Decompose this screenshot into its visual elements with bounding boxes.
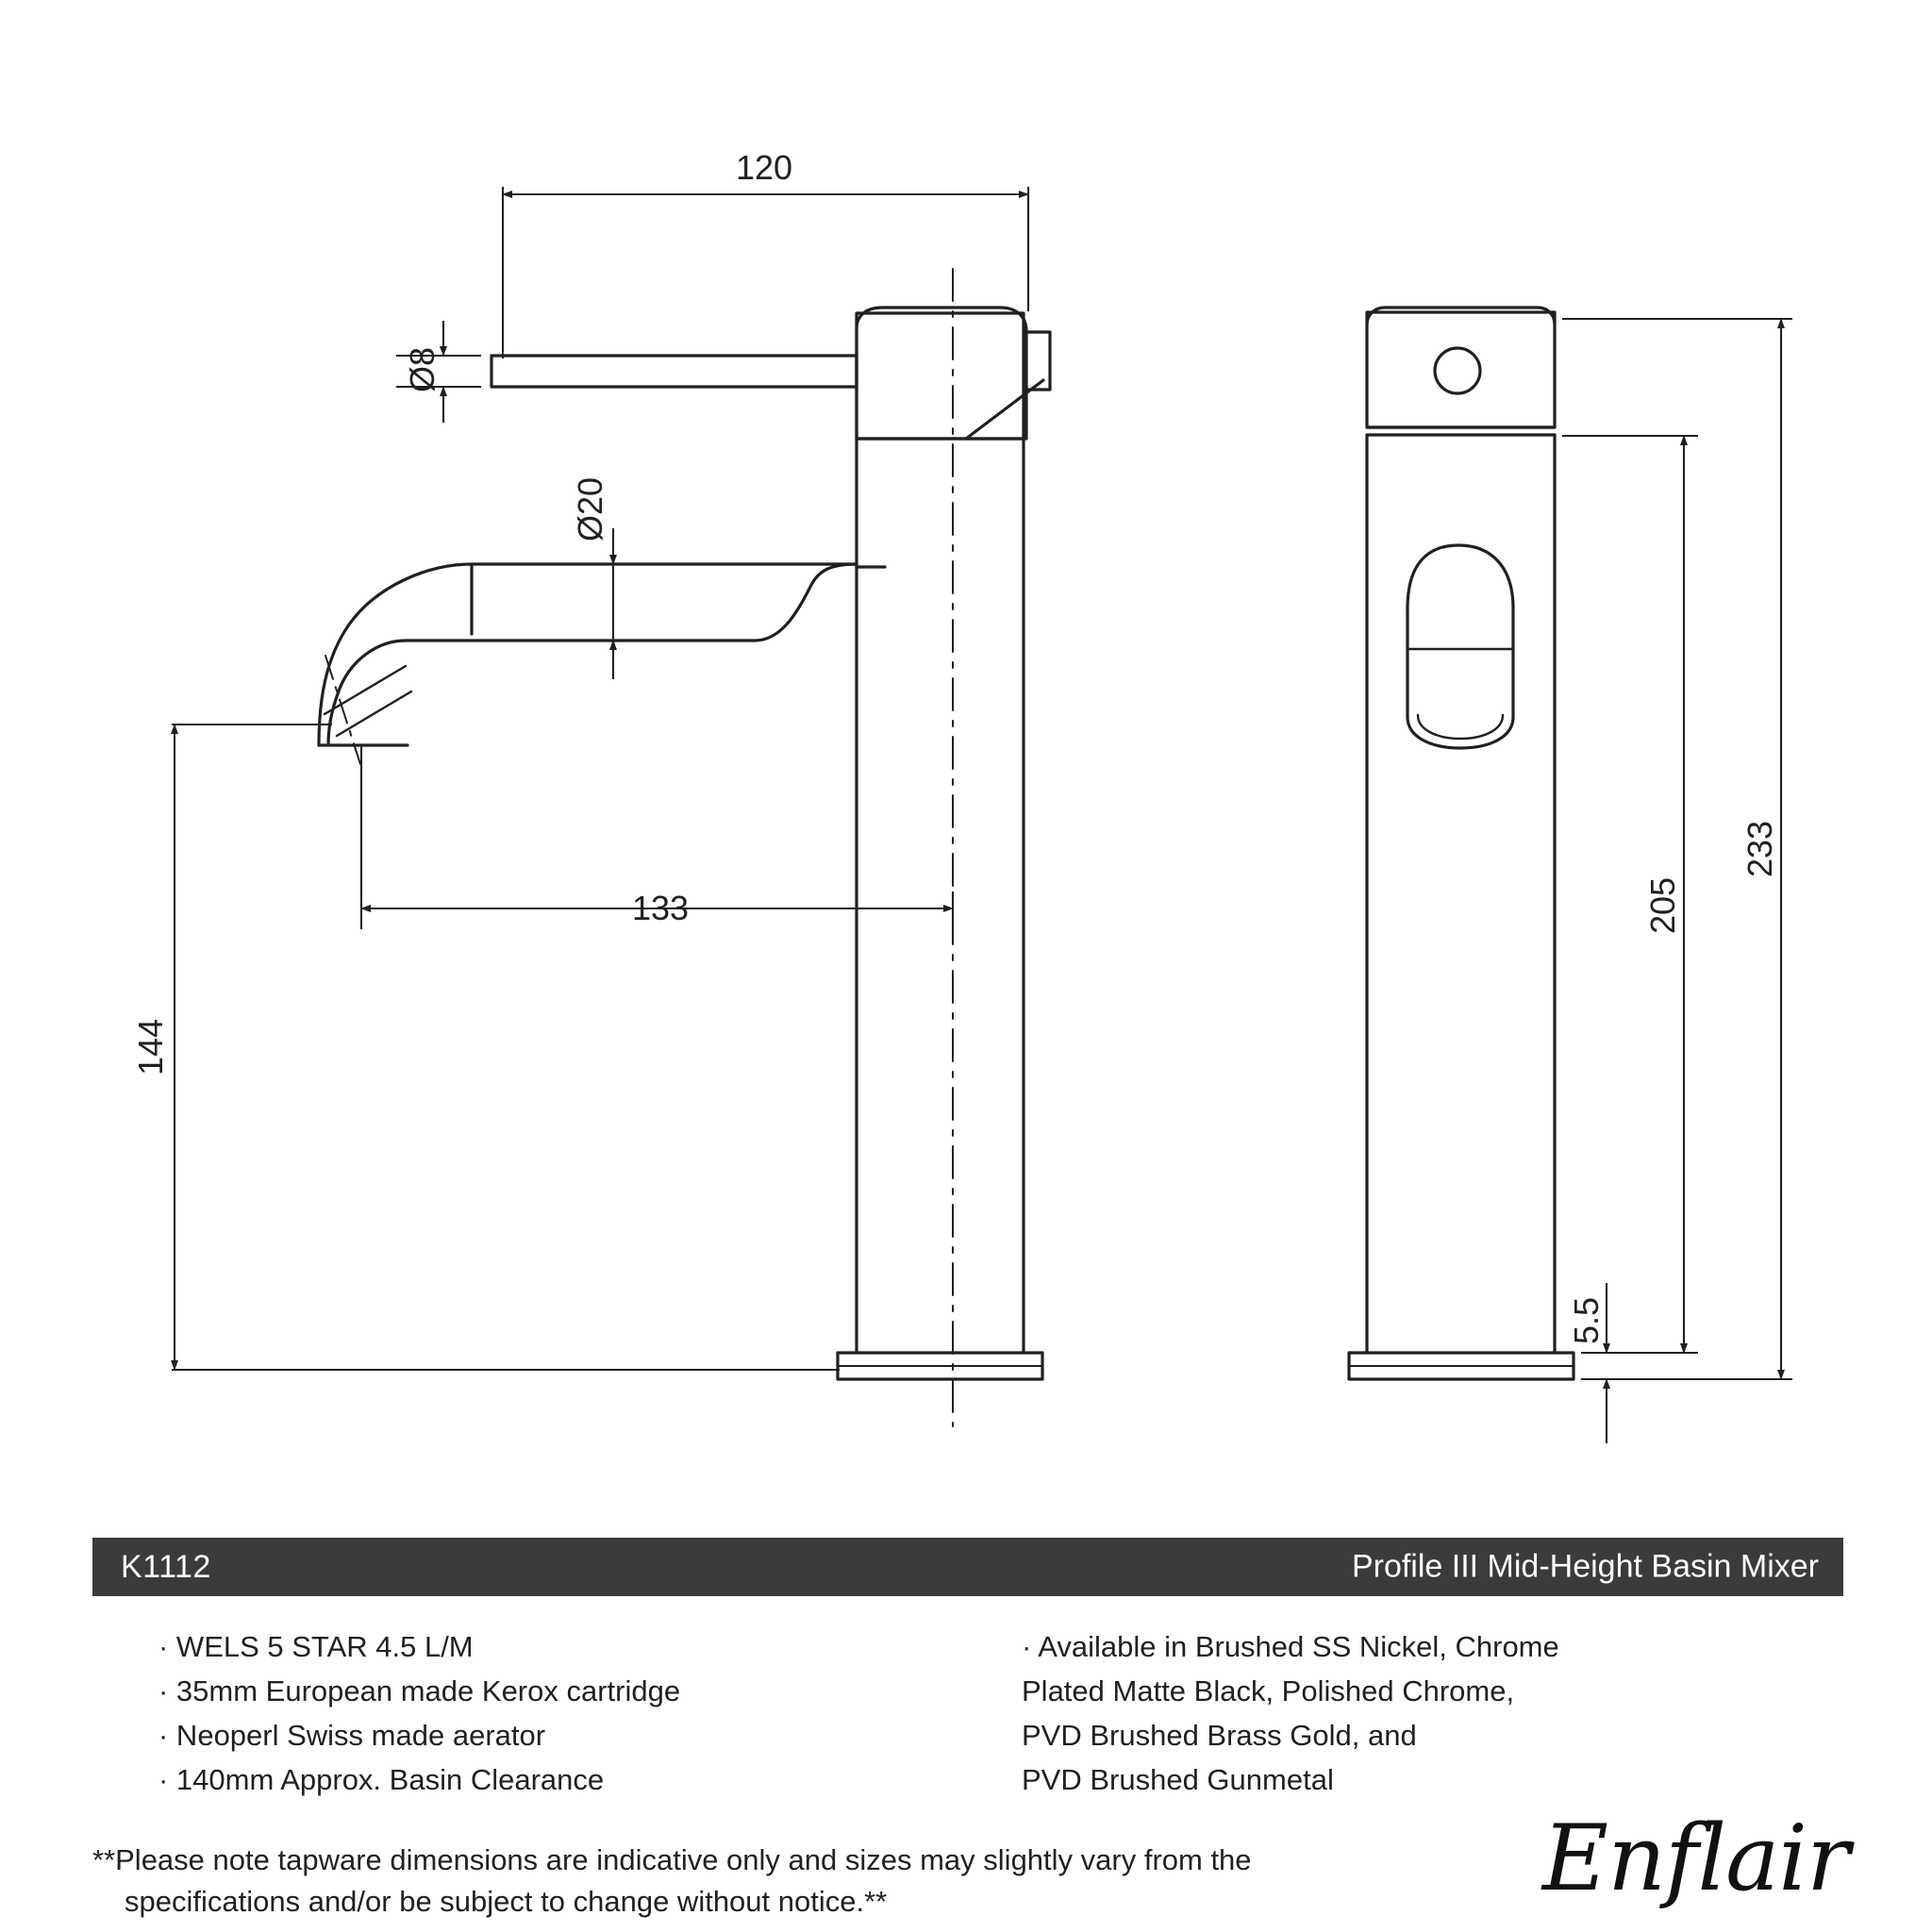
spec-item: PVD Brushed Gunmetal (1022, 1763, 1334, 1796)
aerator-detail (325, 666, 411, 736)
dim-label-dia20: Ø20 (571, 476, 609, 542)
front-elevation-outline (1349, 308, 1574, 1379)
side-elevation-outline (319, 308, 1050, 1379)
spec-item: · Neoperl Swiss made aerator (158, 1719, 546, 1752)
dim-144 (172, 724, 840, 1370)
spec-item: · Available in Brushed SS Nickel, Chrome (1022, 1630, 1559, 1663)
dim-label-133: 133 (631, 889, 690, 927)
dim-120 (503, 187, 1028, 358)
specs-right-column (1022, 1624, 1739, 1802)
dim-label-dia8: Ø8 (403, 346, 441, 393)
brand-logo: Enflair (1542, 1806, 1849, 1911)
footer (0, 1472, 1932, 1932)
spec-item: · 35mm European made Kerox cartridge (158, 1674, 681, 1707)
spec-item: Plated Matte Black, Polished Chrome, (1022, 1674, 1515, 1707)
dim-label-144: 144 (131, 1018, 170, 1076)
dim-label-5-5: 5.5 (1567, 1296, 1606, 1345)
title-bar (92, 1538, 1843, 1596)
dim-label-120: 120 (735, 148, 793, 187)
specs-left-column (158, 1624, 913, 1802)
product-code: K1112 (121, 1548, 211, 1585)
dim-label-233: 233 (1740, 820, 1779, 878)
spec-item: PVD Brushed Brass Gold, and (1022, 1719, 1417, 1752)
spec-item: · WELS 5 STAR 4.5 L/M (158, 1630, 474, 1663)
product-name: Profile III Mid-Height Basin Mixer (1351, 1548, 1819, 1585)
disclaimer-line-1: **Please note tapware dimensions are indicative only and sizes may slightly vary from the (92, 1843, 1252, 1876)
spec-item: · 140mm Approx. Basin Clearance (158, 1763, 605, 1796)
dim-label-205: 205 (1643, 876, 1682, 935)
disclaimer-line-2: specifications and/or be subject to change without notice.** (125, 1885, 888, 1918)
disclaimer (92, 1840, 1507, 1923)
